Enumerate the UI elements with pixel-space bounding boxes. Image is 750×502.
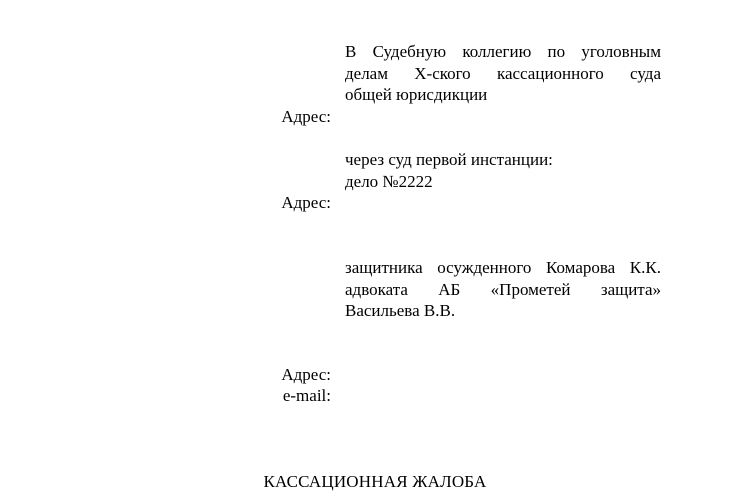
- first-instance-address-label: Адрес:: [281, 193, 331, 212]
- court-address-label: Адрес:: [281, 107, 331, 126]
- court-line-3: общей юрисдикции: [345, 85, 488, 104]
- defender-line-2: адвоката АБ «Прометей защита»: [345, 279, 661, 299]
- defender-email-label: e-mail:: [282, 386, 331, 405]
- defender-block: [345, 257, 661, 322]
- court-addressee: [345, 41, 661, 106]
- document-title: КАССАЦИОННАЯ ЖАЛОБА: [263, 472, 487, 491]
- case-number: дело №2222: [345, 171, 433, 191]
- court-line-1: В Судебную коллегию по уголовным: [345, 42, 661, 61]
- first-instance-court-block: [345, 149, 661, 192]
- defender-line-1: защитника осужденного Комарова К.К.: [345, 258, 661, 277]
- defender-line-3: Васильева В.В.: [345, 301, 456, 320]
- defender-address-label: Адрес:: [281, 365, 331, 384]
- first-instance-line: через суд первой инстанции:: [345, 150, 553, 169]
- court-line-2: делам Х-ского кассационного суда: [345, 63, 661, 83]
